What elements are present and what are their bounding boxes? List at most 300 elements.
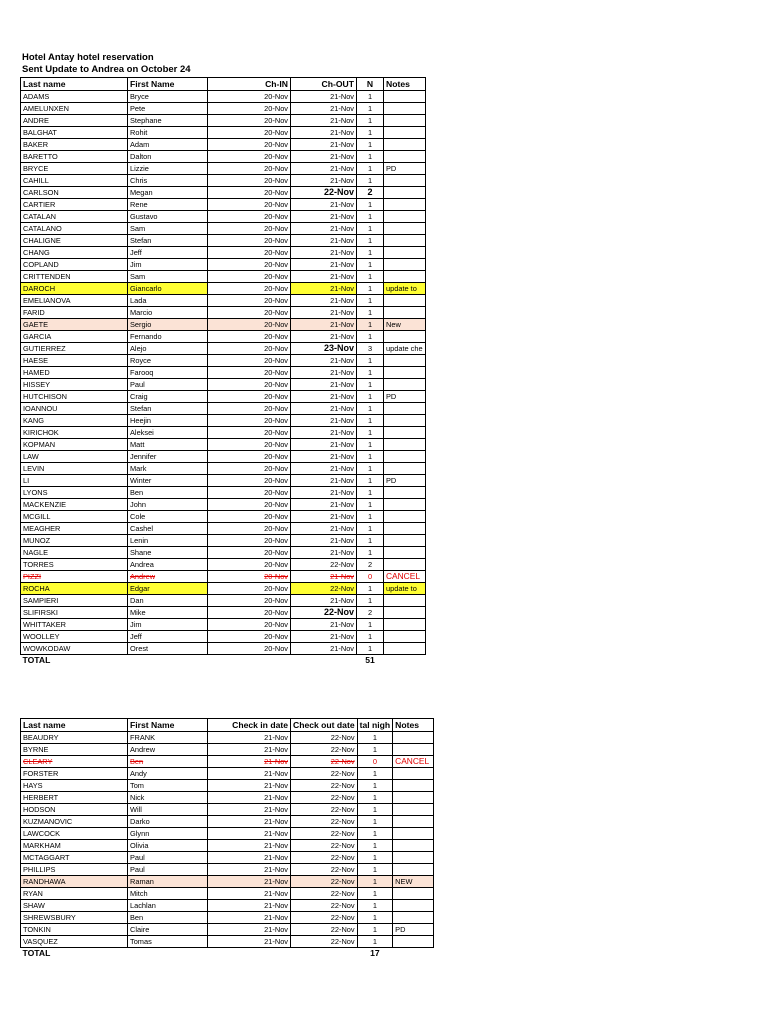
last-name-cell[interactable] xyxy=(21,900,128,912)
last-name-cell[interactable] xyxy=(21,499,128,511)
check-out-cell[interactable] xyxy=(291,876,358,888)
last-name-cell[interactable] xyxy=(21,463,128,475)
notes-cell[interactable] xyxy=(384,487,426,499)
nights-cell[interactable]: 1 xyxy=(357,768,393,780)
column-header[interactable]: tal nigh xyxy=(357,719,393,732)
first-name-cell[interactable] xyxy=(128,607,208,619)
check-in-cell[interactable] xyxy=(208,828,291,840)
nights-cell[interactable]: 1 xyxy=(357,175,384,187)
nights-cell[interactable]: 1 xyxy=(357,888,393,900)
notes-cell[interactable]: update che xyxy=(384,343,426,355)
check-out-cell[interactable] xyxy=(291,127,357,139)
notes-cell[interactable] xyxy=(393,888,434,900)
first-name-cell[interactable] xyxy=(128,127,208,139)
first-name-cell[interactable] xyxy=(128,235,208,247)
first-name-cell[interactable] xyxy=(128,864,208,876)
first-name-cell[interactable] xyxy=(128,595,208,607)
check-in-cell[interactable] xyxy=(208,391,291,403)
check-out-cell[interactable] xyxy=(291,499,357,511)
notes-cell[interactable] xyxy=(384,235,426,247)
last-name-cell[interactable] xyxy=(21,91,128,103)
check-in-cell[interactable] xyxy=(208,247,291,259)
check-out-cell[interactable] xyxy=(291,475,357,487)
nights-cell[interactable]: 1 xyxy=(357,463,384,475)
first-name-cell[interactable] xyxy=(128,924,208,936)
check-in-cell[interactable] xyxy=(208,804,291,816)
first-name-cell[interactable] xyxy=(128,852,208,864)
check-out-cell[interactable] xyxy=(291,439,357,451)
check-out-cell[interactable] xyxy=(291,247,357,259)
notes-cell[interactable]: New xyxy=(384,319,426,331)
check-in-cell[interactable] xyxy=(208,744,291,756)
notes-cell[interactable] xyxy=(384,379,426,391)
last-name-cell[interactable] xyxy=(21,139,128,151)
check-out-cell[interactable] xyxy=(291,379,357,391)
notes-cell[interactable] xyxy=(384,307,426,319)
first-name-cell[interactable] xyxy=(128,631,208,643)
nights-cell[interactable]: 1 xyxy=(357,631,384,643)
nights-cell[interactable]: 1 xyxy=(357,792,393,804)
last-name-cell[interactable] xyxy=(21,828,128,840)
first-name-cell[interactable] xyxy=(128,499,208,511)
check-out-cell[interactable] xyxy=(291,223,357,235)
check-out-cell[interactable] xyxy=(291,103,357,115)
notes-cell[interactable] xyxy=(384,139,426,151)
last-name-cell[interactable] xyxy=(21,792,128,804)
check-in-cell[interactable] xyxy=(208,127,291,139)
check-in-cell[interactable] xyxy=(208,235,291,247)
notes-cell[interactable] xyxy=(393,912,434,924)
notes-cell[interactable] xyxy=(384,547,426,559)
first-name-cell[interactable] xyxy=(128,151,208,163)
first-name-cell[interactable] xyxy=(128,415,208,427)
first-name-cell[interactable] xyxy=(128,115,208,127)
nights-cell[interactable]: 2 xyxy=(357,187,384,199)
check-out-cell[interactable] xyxy=(291,619,357,631)
nights-cell[interactable]: 1 xyxy=(357,439,384,451)
check-in-cell[interactable] xyxy=(208,852,291,864)
check-out-cell[interactable] xyxy=(291,631,357,643)
check-out-cell[interactable] xyxy=(291,732,358,744)
first-name-cell[interactable] xyxy=(128,840,208,852)
notes-cell[interactable] xyxy=(393,816,434,828)
check-in-cell[interactable] xyxy=(208,583,291,595)
nights-cell[interactable]: 1 xyxy=(357,451,384,463)
first-name-cell[interactable] xyxy=(128,888,208,900)
first-name-cell[interactable] xyxy=(128,103,208,115)
nights-cell[interactable]: 2 xyxy=(357,607,384,619)
last-name-cell[interactable] xyxy=(21,127,128,139)
last-name-cell[interactable] xyxy=(21,355,128,367)
first-name-cell[interactable] xyxy=(128,768,208,780)
notes-cell[interactable] xyxy=(393,780,434,792)
nights-cell[interactable]: 1 xyxy=(357,199,384,211)
check-in-cell[interactable] xyxy=(208,595,291,607)
nights-cell[interactable]: 1 xyxy=(357,367,384,379)
check-in-cell[interactable] xyxy=(208,816,291,828)
check-out-cell[interactable] xyxy=(291,936,358,948)
nights-cell[interactable]: 1 xyxy=(357,840,393,852)
notes-cell[interactable] xyxy=(384,127,426,139)
column-header[interactable]: Last name xyxy=(21,719,128,732)
check-out-cell[interactable] xyxy=(291,271,357,283)
check-out-cell[interactable] xyxy=(291,451,357,463)
check-in-cell[interactable] xyxy=(208,924,291,936)
check-in-cell[interactable] xyxy=(208,912,291,924)
nights-cell[interactable]: 1 xyxy=(357,355,384,367)
last-name-cell[interactable] xyxy=(21,732,128,744)
notes-cell[interactable] xyxy=(384,511,426,523)
notes-cell[interactable] xyxy=(393,768,434,780)
check-in-cell[interactable] xyxy=(208,295,291,307)
notes-cell[interactable] xyxy=(393,828,434,840)
check-in-cell[interactable] xyxy=(208,643,291,655)
check-out-cell[interactable] xyxy=(291,199,357,211)
check-out-cell[interactable] xyxy=(291,756,358,768)
nights-cell[interactable]: 1 xyxy=(357,307,384,319)
first-name-cell[interactable] xyxy=(128,283,208,295)
check-in-cell[interactable] xyxy=(208,259,291,271)
last-name-cell[interactable] xyxy=(21,307,128,319)
nights-cell[interactable]: 1 xyxy=(357,816,393,828)
last-name-cell[interactable] xyxy=(21,115,128,127)
notes-cell[interactable] xyxy=(384,103,426,115)
nights-cell[interactable]: 0 xyxy=(357,756,393,768)
last-name-cell[interactable] xyxy=(21,187,128,199)
first-name-cell[interactable] xyxy=(128,535,208,547)
column-header[interactable]: Check out date xyxy=(291,719,358,732)
check-in-cell[interactable] xyxy=(208,631,291,643)
check-out-cell[interactable] xyxy=(291,415,357,427)
check-in-cell[interactable] xyxy=(208,840,291,852)
last-name-cell[interactable] xyxy=(21,756,128,768)
nights-cell[interactable]: 1 xyxy=(357,744,393,756)
notes-cell[interactable] xyxy=(384,415,426,427)
check-out-cell[interactable] xyxy=(291,151,357,163)
nights-cell[interactable]: 1 xyxy=(357,235,384,247)
nights-cell[interactable]: 1 xyxy=(357,127,384,139)
check-in-cell[interactable] xyxy=(208,91,291,103)
first-name-cell[interactable] xyxy=(128,163,208,175)
nights-cell[interactable]: 1 xyxy=(357,103,384,115)
last-name-cell[interactable] xyxy=(21,852,128,864)
column-header[interactable]: Notes xyxy=(384,78,426,91)
check-in-cell[interactable] xyxy=(208,115,291,127)
first-name-cell[interactable] xyxy=(128,451,208,463)
last-name-cell[interactable] xyxy=(21,475,128,487)
check-in-cell[interactable] xyxy=(208,439,291,451)
nights-cell[interactable]: 1 xyxy=(357,511,384,523)
first-name-cell[interactable] xyxy=(128,319,208,331)
nights-cell[interactable]: 1 xyxy=(357,391,384,403)
nights-cell[interactable]: 1 xyxy=(357,852,393,864)
last-name-cell[interactable] xyxy=(21,331,128,343)
last-name-cell[interactable] xyxy=(21,888,128,900)
first-name-cell[interactable] xyxy=(128,91,208,103)
notes-cell[interactable] xyxy=(384,523,426,535)
first-name-cell[interactable] xyxy=(128,756,208,768)
first-name-cell[interactable] xyxy=(128,187,208,199)
last-name-cell[interactable] xyxy=(21,487,128,499)
check-out-cell[interactable] xyxy=(291,115,357,127)
notes-cell[interactable] xyxy=(384,595,426,607)
check-in-cell[interactable] xyxy=(208,607,291,619)
column-header[interactable]: First Name xyxy=(128,78,208,91)
check-out-cell[interactable] xyxy=(291,535,357,547)
first-name-cell[interactable] xyxy=(128,259,208,271)
nights-cell[interactable]: 1 xyxy=(357,211,384,223)
notes-cell[interactable] xyxy=(393,900,434,912)
first-name-cell[interactable] xyxy=(128,379,208,391)
notes-cell[interactable] xyxy=(384,499,426,511)
first-name-cell[interactable] xyxy=(128,247,208,259)
check-out-cell[interactable] xyxy=(291,139,357,151)
first-name-cell[interactable] xyxy=(128,175,208,187)
notes-cell[interactable] xyxy=(384,211,426,223)
check-in-cell[interactable] xyxy=(208,187,291,199)
last-name-cell[interactable] xyxy=(21,295,128,307)
check-out-cell[interactable] xyxy=(291,547,357,559)
first-name-cell[interactable] xyxy=(128,367,208,379)
column-header[interactable]: Last name xyxy=(21,78,128,91)
notes-cell[interactable] xyxy=(384,331,426,343)
nights-cell[interactable]: 1 xyxy=(357,595,384,607)
last-name-cell[interactable] xyxy=(21,780,128,792)
notes-cell[interactable]: CANCEL xyxy=(393,756,434,768)
last-name-cell[interactable] xyxy=(21,619,128,631)
notes-cell[interactable] xyxy=(393,840,434,852)
last-name-cell[interactable] xyxy=(21,631,128,643)
check-in-cell[interactable] xyxy=(208,547,291,559)
check-in-cell[interactable] xyxy=(208,415,291,427)
check-out-cell[interactable] xyxy=(291,355,357,367)
nights-cell[interactable]: 1 xyxy=(357,583,384,595)
check-in-cell[interactable] xyxy=(208,487,291,499)
nights-cell[interactable]: 1 xyxy=(357,804,393,816)
check-out-cell[interactable] xyxy=(291,744,358,756)
first-name-cell[interactable] xyxy=(128,583,208,595)
notes-cell[interactable] xyxy=(384,463,426,475)
check-out-cell[interactable] xyxy=(291,175,357,187)
check-in-cell[interactable] xyxy=(208,355,291,367)
first-name-cell[interactable] xyxy=(128,936,208,948)
check-out-cell[interactable] xyxy=(291,403,357,415)
last-name-cell[interactable] xyxy=(21,559,128,571)
last-name-cell[interactable] xyxy=(21,816,128,828)
check-out-cell[interactable] xyxy=(291,924,358,936)
first-name-cell[interactable] xyxy=(128,780,208,792)
nights-cell[interactable]: 1 xyxy=(357,864,393,876)
last-name-cell[interactable] xyxy=(21,247,128,259)
check-out-cell[interactable] xyxy=(291,595,357,607)
last-name-cell[interactable] xyxy=(21,744,128,756)
first-name-cell[interactable] xyxy=(128,816,208,828)
last-name-cell[interactable] xyxy=(21,403,128,415)
notes-cell[interactable] xyxy=(384,247,426,259)
check-in-cell[interactable] xyxy=(208,876,291,888)
nights-cell[interactable]: 1 xyxy=(357,780,393,792)
last-name-cell[interactable] xyxy=(21,151,128,163)
nights-cell[interactable]: 1 xyxy=(357,91,384,103)
last-name-cell[interactable] xyxy=(21,223,128,235)
last-name-cell[interactable] xyxy=(21,607,128,619)
check-in-cell[interactable] xyxy=(208,427,291,439)
check-out-cell[interactable] xyxy=(291,888,358,900)
first-name-cell[interactable] xyxy=(128,463,208,475)
check-out-cell[interactable] xyxy=(291,187,357,199)
notes-cell[interactable]: PD xyxy=(384,163,426,175)
check-out-cell[interactable] xyxy=(291,583,357,595)
notes-cell[interactable] xyxy=(384,535,426,547)
first-name-cell[interactable] xyxy=(128,792,208,804)
last-name-cell[interactable] xyxy=(21,876,128,888)
check-out-cell[interactable] xyxy=(291,607,357,619)
check-out-cell[interactable] xyxy=(291,295,357,307)
notes-cell[interactable] xyxy=(393,936,434,948)
check-in-cell[interactable] xyxy=(208,151,291,163)
check-out-cell[interactable] xyxy=(291,235,357,247)
check-in-cell[interactable] xyxy=(208,571,291,583)
first-name-cell[interactable] xyxy=(128,391,208,403)
nights-cell[interactable]: 3 xyxy=(357,343,384,355)
notes-cell[interactable] xyxy=(384,223,426,235)
last-name-cell[interactable] xyxy=(21,175,128,187)
check-in-cell[interactable] xyxy=(208,535,291,547)
nights-cell[interactable]: 1 xyxy=(357,828,393,840)
nights-cell[interactable]: 1 xyxy=(357,619,384,631)
first-name-cell[interactable] xyxy=(128,643,208,655)
notes-cell[interactable] xyxy=(384,559,426,571)
nights-cell[interactable]: 1 xyxy=(357,547,384,559)
first-name-cell[interactable] xyxy=(128,900,208,912)
nights-cell[interactable]: 1 xyxy=(357,912,393,924)
last-name-cell[interactable] xyxy=(21,235,128,247)
nights-cell[interactable]: 1 xyxy=(357,163,384,175)
check-out-cell[interactable] xyxy=(291,816,358,828)
check-out-cell[interactable] xyxy=(291,768,358,780)
last-name-cell[interactable] xyxy=(21,804,128,816)
column-header[interactable]: Notes xyxy=(393,719,434,732)
notes-cell[interactable] xyxy=(384,631,426,643)
nights-cell[interactable]: 1 xyxy=(357,415,384,427)
notes-cell[interactable]: NEW xyxy=(393,876,434,888)
notes-cell[interactable]: PD xyxy=(384,475,426,487)
check-in-cell[interactable] xyxy=(208,307,291,319)
check-in-cell[interactable] xyxy=(208,283,291,295)
check-in-cell[interactable] xyxy=(208,888,291,900)
check-in-cell[interactable] xyxy=(208,211,291,223)
check-out-cell[interactable] xyxy=(291,391,357,403)
first-name-cell[interactable] xyxy=(128,619,208,631)
check-out-cell[interactable] xyxy=(291,463,357,475)
last-name-cell[interactable] xyxy=(21,283,128,295)
check-in-cell[interactable] xyxy=(208,175,291,187)
notes-cell[interactable] xyxy=(384,259,426,271)
check-in-cell[interactable] xyxy=(208,463,291,475)
nights-cell[interactable]: 1 xyxy=(357,151,384,163)
check-out-cell[interactable] xyxy=(291,487,357,499)
check-in-cell[interactable] xyxy=(208,223,291,235)
nights-cell[interactable]: 1 xyxy=(357,936,393,948)
check-in-cell[interactable] xyxy=(208,523,291,535)
first-name-cell[interactable] xyxy=(128,876,208,888)
check-in-cell[interactable] xyxy=(208,900,291,912)
check-out-cell[interactable] xyxy=(291,307,357,319)
check-out-cell[interactable] xyxy=(291,91,357,103)
last-name-cell[interactable] xyxy=(21,103,128,115)
check-out-cell[interactable] xyxy=(291,319,357,331)
last-name-cell[interactable] xyxy=(21,259,128,271)
first-name-cell[interactable] xyxy=(128,487,208,499)
first-name-cell[interactable] xyxy=(128,804,208,816)
notes-cell[interactable]: update to xyxy=(384,583,426,595)
notes-cell[interactable] xyxy=(384,619,426,631)
nights-cell[interactable]: 1 xyxy=(357,139,384,151)
first-name-cell[interactable] xyxy=(128,295,208,307)
nights-cell[interactable]: 1 xyxy=(357,427,384,439)
check-out-cell[interactable] xyxy=(291,852,358,864)
nights-cell[interactable]: 1 xyxy=(357,271,384,283)
first-name-cell[interactable] xyxy=(128,427,208,439)
notes-cell[interactable] xyxy=(384,451,426,463)
nights-cell[interactable]: 1 xyxy=(357,295,384,307)
check-in-cell[interactable] xyxy=(208,499,291,511)
notes-cell[interactable] xyxy=(384,115,426,127)
check-in-cell[interactable] xyxy=(208,559,291,571)
first-name-cell[interactable] xyxy=(128,744,208,756)
notes-cell[interactable] xyxy=(384,151,426,163)
first-name-cell[interactable] xyxy=(128,211,208,223)
check-out-cell[interactable] xyxy=(291,900,358,912)
last-name-cell[interactable] xyxy=(21,643,128,655)
check-out-cell[interactable] xyxy=(291,828,358,840)
check-in-cell[interactable] xyxy=(208,163,291,175)
last-name-cell[interactable] xyxy=(21,343,128,355)
last-name-cell[interactable] xyxy=(21,163,128,175)
check-in-cell[interactable] xyxy=(208,780,291,792)
last-name-cell[interactable] xyxy=(21,936,128,948)
last-name-cell[interactable] xyxy=(21,271,128,283)
first-name-cell[interactable] xyxy=(128,571,208,583)
notes-cell[interactable] xyxy=(384,403,426,415)
check-out-cell[interactable] xyxy=(291,211,357,223)
nights-cell[interactable]: 1 xyxy=(357,283,384,295)
last-name-cell[interactable] xyxy=(21,924,128,936)
notes-cell[interactable] xyxy=(384,643,426,655)
last-name-cell[interactable] xyxy=(21,571,128,583)
last-name-cell[interactable] xyxy=(21,547,128,559)
first-name-cell[interactable] xyxy=(128,307,208,319)
nights-cell[interactable]: 1 xyxy=(357,924,393,936)
check-in-cell[interactable] xyxy=(208,103,291,115)
last-name-cell[interactable] xyxy=(21,535,128,547)
check-out-cell[interactable] xyxy=(291,840,358,852)
nights-cell[interactable]: 1 xyxy=(357,247,384,259)
first-name-cell[interactable] xyxy=(128,475,208,487)
notes-cell[interactable] xyxy=(393,732,434,744)
notes-cell[interactable] xyxy=(384,367,426,379)
nights-cell[interactable]: 1 xyxy=(357,643,384,655)
check-out-cell[interactable] xyxy=(291,343,357,355)
last-name-cell[interactable] xyxy=(21,595,128,607)
nights-cell[interactable]: 1 xyxy=(357,403,384,415)
notes-cell[interactable] xyxy=(384,175,426,187)
check-in-cell[interactable] xyxy=(208,319,291,331)
last-name-cell[interactable] xyxy=(21,511,128,523)
check-out-cell[interactable] xyxy=(291,523,357,535)
check-in-cell[interactable] xyxy=(208,343,291,355)
check-out-cell[interactable] xyxy=(291,367,357,379)
